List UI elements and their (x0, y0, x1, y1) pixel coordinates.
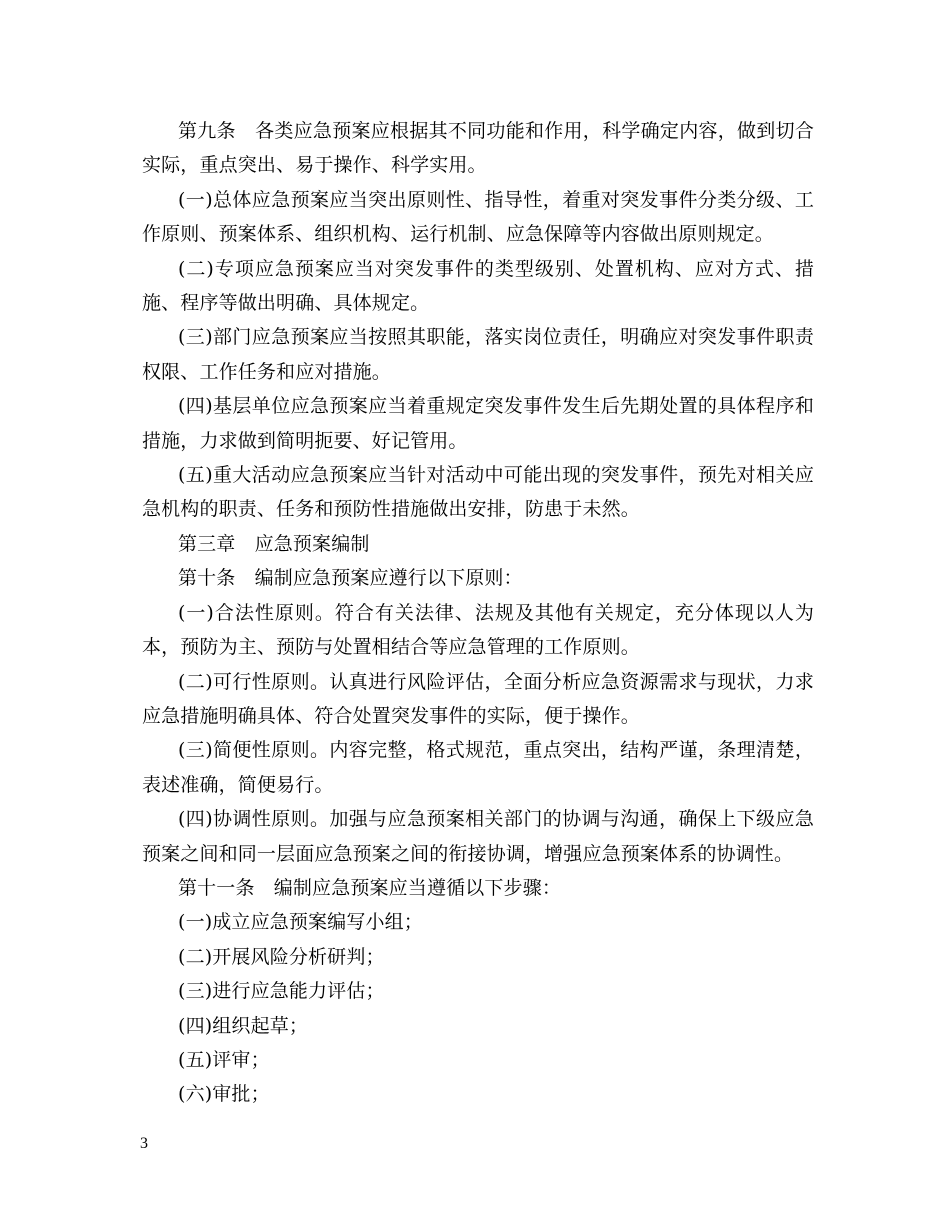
paragraph-step-6: (六)审批； (178, 1083, 270, 1106)
paragraph-principle-4: (四)协调性原则。加强与应急预案相关部门的协调与沟通，确保上下级应急预案之间和同一层面应急预案之间的衔接协调，增强应急预案体系的协调性。 (142, 808, 814, 865)
document-body (142, 114, 814, 1112)
paragraph-article-9: 第九条 各类应急预案应根据其不同功能和作用，科学确定内容，做到切合实际，重点突出、易于操作、科学实用。 (142, 120, 814, 177)
paragraph-item-3: (三)部门应急预案应当按照其职能，落实岗位责任，明确应对突发事件职责权限、工作任务和应对措施。 (142, 326, 814, 383)
page-number: 3 (140, 1135, 148, 1152)
paragraph-step-4: (四)组织起草； (178, 1014, 309, 1037)
paragraph-item-1: (一)总体应急预案应当突出原则性、指导性，着重对突发事件分类分级、工作原则、预案体系、组织机构、运行机制、应急保障等内容做出原则规定。 (142, 188, 814, 246)
paragraph-step-1: (一)成立应急预案编写小组； (178, 911, 423, 934)
paragraph-step-2: (二)开展风险分析研判； (178, 945, 385, 968)
paragraph-item-2: (二)专项应急预案应当对突发事件的类型级别、处置机构、应对方式、措施、程序等做出明确、具体规定。 (142, 257, 814, 315)
paragraph-principle-3: (三)简便性原则。内容完整，格式规范，重点突出，结构严谨，条理清楚，表述准确，简便易行。 (142, 739, 814, 796)
paragraph-step-5: (五)评审； (178, 1048, 270, 1071)
paragraph-article-10: 第十条 编制应急预案应遵行以下原则： (178, 567, 523, 590)
paragraph-principle-1: (一)合法性原则。符合有关法律、法规及其他有关规定，充分体现以人为本，预防为主、预防与处置相结合等应急管理的工作原则。 (142, 601, 814, 659)
paragraph-principle-2: (二)可行性原则。认真进行风险评估，全面分析应急资源需求与现状，力求应急措施明确具体、符合处置突发事件的实际，便于操作。 (142, 670, 814, 727)
chapter-heading: 第三章 应急预案编制 (178, 532, 370, 555)
paragraph-article-11: 第十一条 编制应急预案应当遵循以下步骤： (178, 876, 562, 899)
paragraph-item-5: (五)重大活动应急预案应当针对活动中可能出现的突发事件，预先对相关应急机构的职责、任务和预防性措施做出安排，防患于未然。 (142, 464, 814, 521)
paragraph-item-4: (四)基层单位应急预案应当着重规定突发事件发生后先期处置的具体程序和措施，力求做到简明扼要、好记管用。 (142, 395, 814, 452)
paragraph-step-3: (三)进行应急能力评估； (178, 980, 385, 1003)
